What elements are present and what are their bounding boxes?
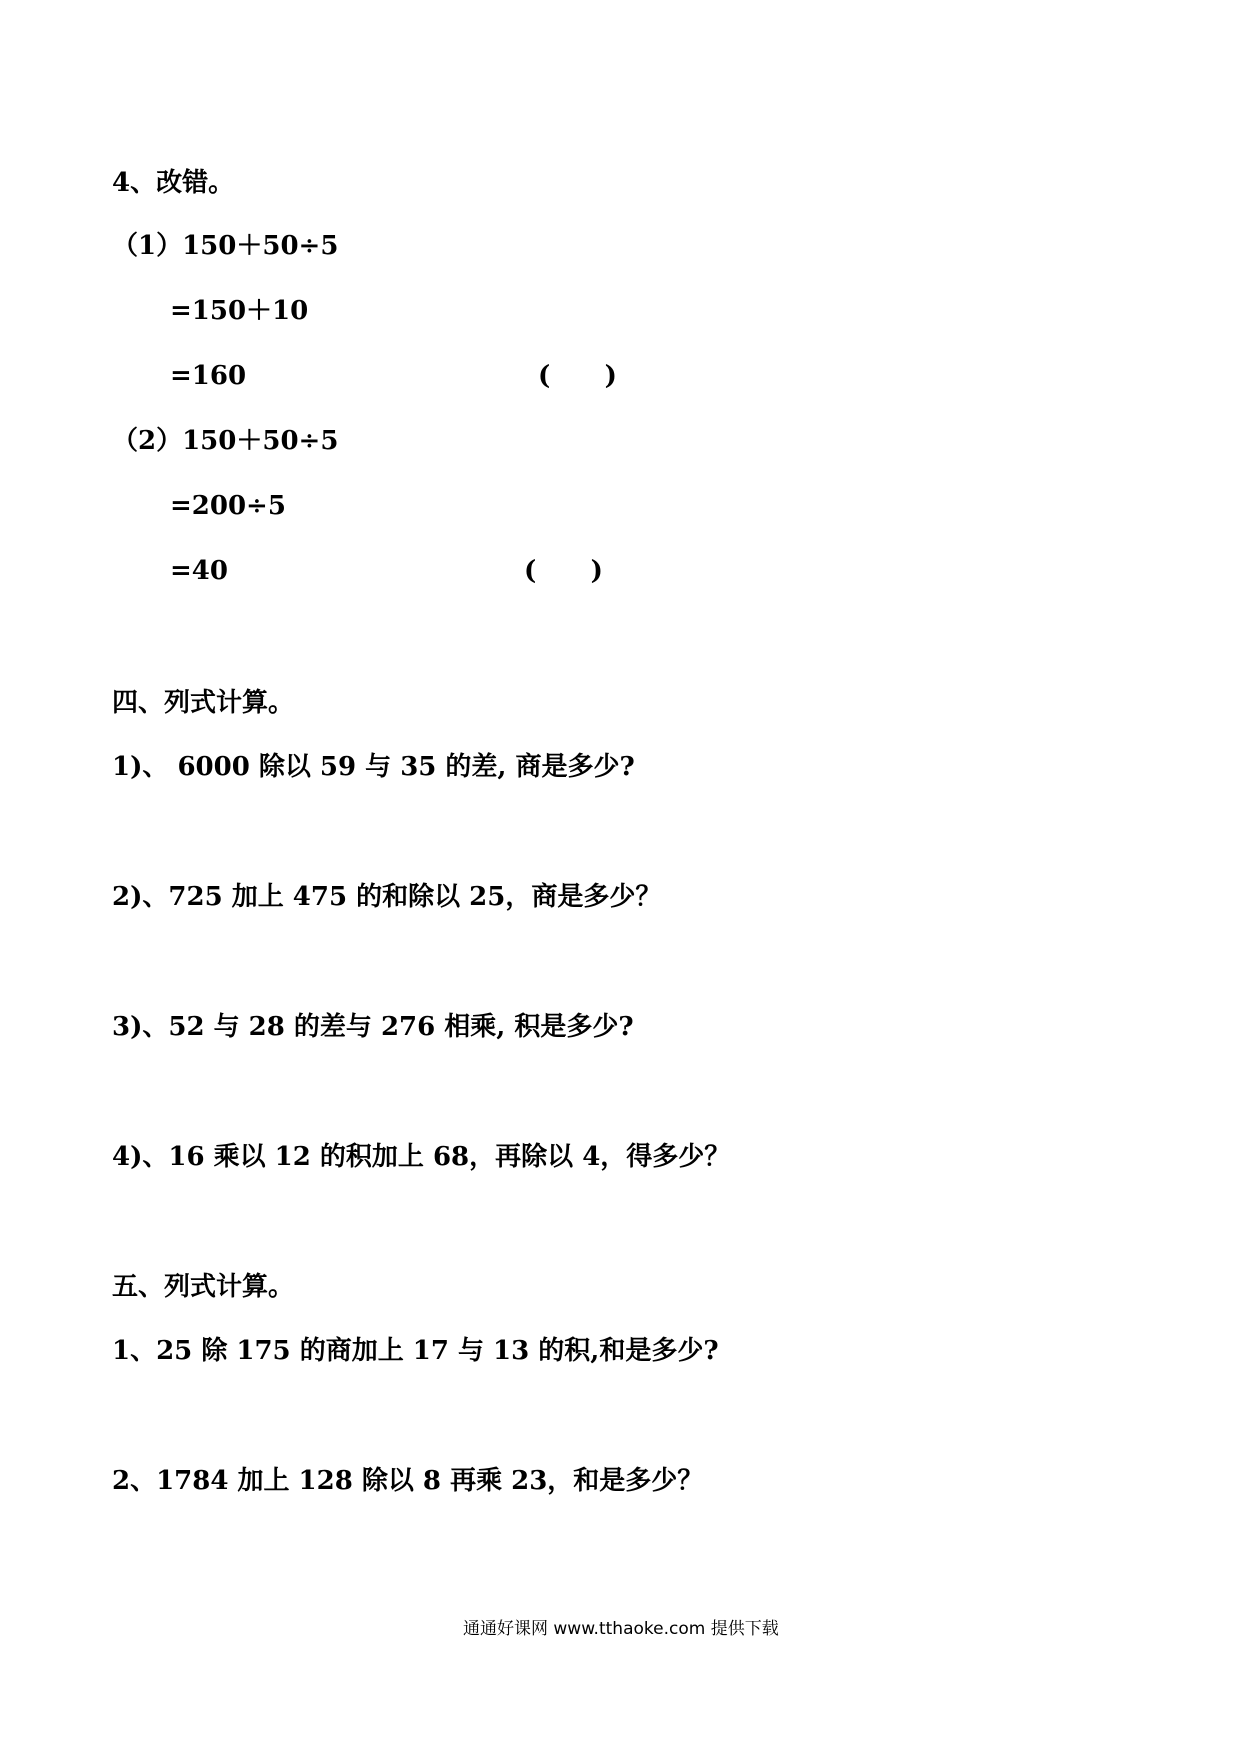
problem-2-step-2: =40 (170, 556, 228, 586)
section-4-item-1: 1)、 6000 除以 59 与 35 的差, 商是多少? (112, 752, 635, 782)
problem-2-step-1: =200÷5 (170, 491, 286, 521)
problem-2-answer-blank: ( ) (524, 556, 603, 586)
section-4-title: 四、列式计算。 (112, 688, 295, 718)
section-5-item-1: 1、25 除 175 的商加上 17 与 13 的积,和是多少? (112, 1336, 719, 1366)
problem-1-step-2: =160 (170, 361, 247, 391)
section-5-item-2: 2、1784 加上 128 除以 8 再乘 23，和是多少？ (112, 1466, 704, 1496)
section-5-title: 五、列式计算。 (112, 1272, 295, 1302)
section-4-item-2: 2)、725 加上 475 的和除以 25，商是多少？ (112, 882, 662, 912)
problem-1-expression: （1）150＋50÷5 (112, 231, 339, 261)
footer-source-text: 通通好课网 www.tthaoke.com 提供下载 (463, 1619, 779, 1639)
problem-1-answer-blank: ( ) (538, 361, 617, 391)
problem-1-step-1: =150＋10 (170, 296, 309, 326)
section-4-item-4: 4)、16 乘以 12 的积加上 68，再除以 4，得多少？ (112, 1142, 731, 1172)
q4-title: 4、改错。 (112, 168, 235, 198)
problem-2-expression: （2）150＋50÷5 (112, 426, 339, 456)
section-4-item-3: 3)、52 与 28 的差与 276 相乘, 积是多少? (112, 1012, 634, 1042)
